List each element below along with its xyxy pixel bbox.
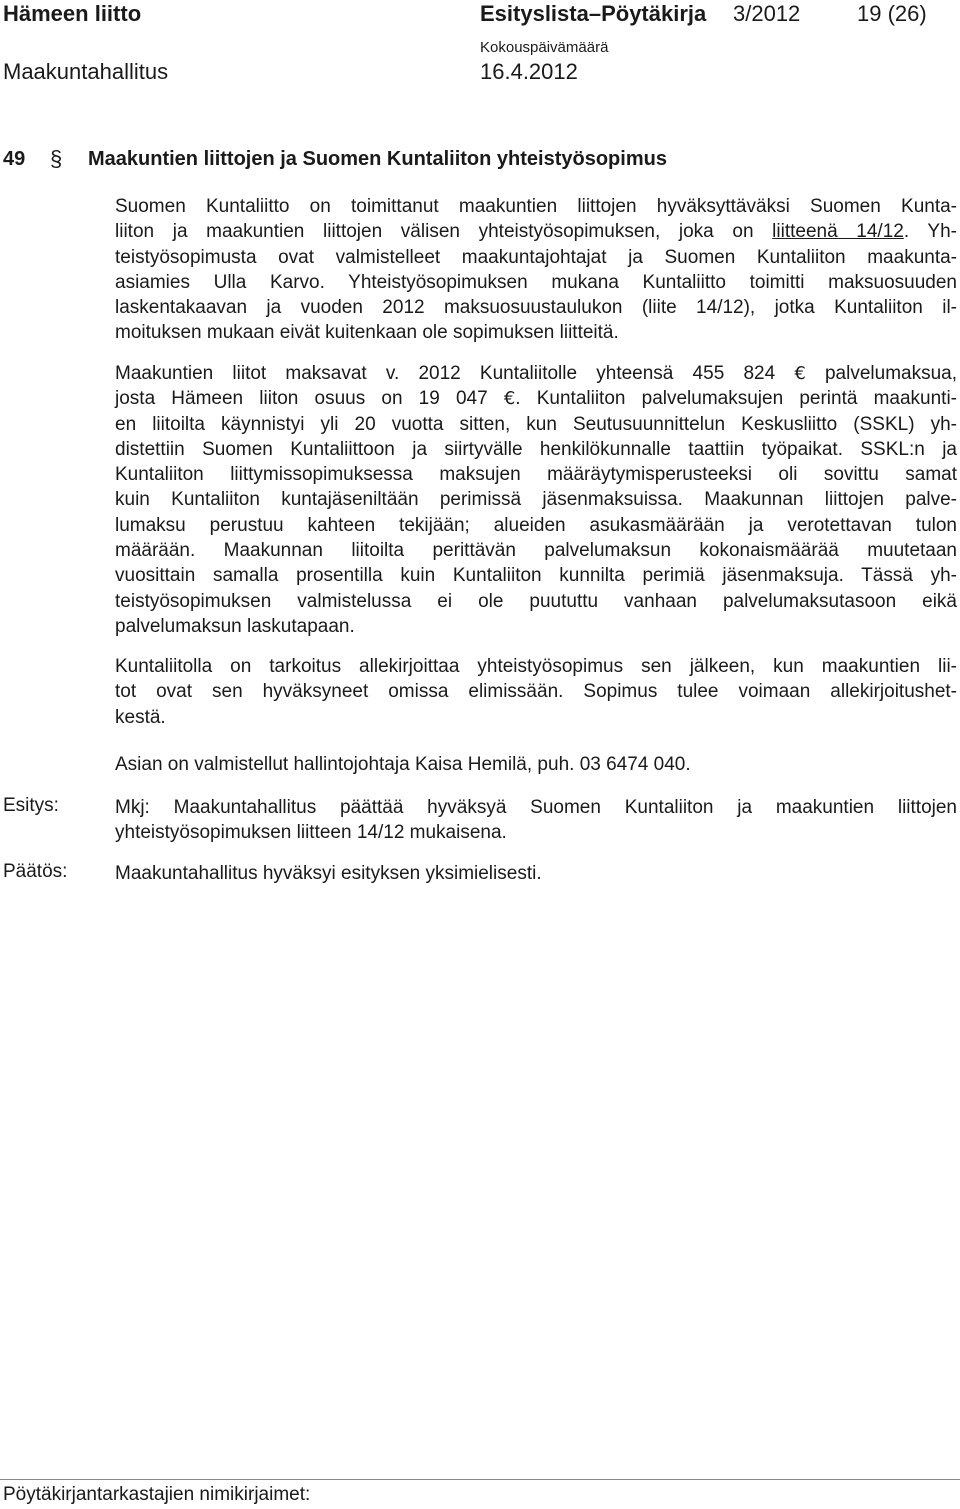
paragraph-line: palvelumaksun laskutapaan. <box>115 615 355 637</box>
paragraph-line: asiamies Ulla Karvo. Yhteistyösopimuksen mukana Kuntaliitto toimitti maksuosuuden <box>115 271 957 293</box>
paragraph-line: Suomen Kuntaliitto on toimittanut maakuntien liittojen hyväksyttäväksi Suomen Kunta- <box>115 196 957 217</box>
text-run: liiton ja maakuntien liittojen välisen yhteistyösopimuksen, joka on <box>115 221 773 243</box>
meeting-date: 16.4.2012 <box>480 59 578 84</box>
text-run: palvelumaksua, <box>805 363 958 384</box>
page-number: 19 (26) <box>857 1 927 26</box>
paragraph-line: distettiin Suomen Kuntaliittoon ja siirtyvälle henkilökunnalle taattiin työpaikat. SSKL:n ja <box>115 438 957 460</box>
meeting-date-label: Kokouspäivämäärä <box>480 39 609 56</box>
euro-sign: € <box>794 363 806 384</box>
paragraph-preparer <box>115 752 957 777</box>
proposal-text <box>115 795 957 846</box>
proposal-label: Esitys: <box>3 795 59 816</box>
paragraph-line: en liitoilta käynnistyi yli 20 vuotta sitten, kun Seutusuunnittelun Keskusliitto (SSKL) yh- <box>115 413 957 435</box>
paragraph-line: lumaksu perustuu kahteen tekijään; alueiden asukasmäärään ja verotettavan tulon <box>115 514 957 536</box>
paragraph-line: Maakuntahallitus hyväksyi esityksen yksimielisesti. <box>115 863 542 884</box>
paragraph-line: tot ovat sen hyväksyneet omissa elimissään. Sopimus tulee voimaan allekirjoitushet- <box>115 681 957 703</box>
paragraph-line: Asian on valmistellut hallintojohtaja Kaisa Hemilä, puh. 03 6474 040. <box>115 754 691 775</box>
section-title: Maakuntien liittojen ja Suomen Kuntaliiton yhteistyösopimus <box>88 148 667 170</box>
paragraph-line: laskentakaavan ja vuoden 2012 maksuosuustaulukon (liite 14/12), jotka Kuntaliiton il- <box>115 297 957 319</box>
paragraph-line: kestä. <box>115 706 166 728</box>
paragraph-line: vuosittain samalla prosentilla kuin Kuntaliiton kunnilta perimiä jäsenmaksuja. Tässä yh- <box>115 565 957 587</box>
paragraph-line <box>115 386 957 411</box>
document-type: Esityslista–Pöytäkirja <box>480 1 707 26</box>
text-run: . Yh- <box>903 221 957 243</box>
section-number: 49 <box>3 148 26 170</box>
paragraph-line: Mkj: Maakuntahallitus päättää hyväksyä Suomen Kuntaliiton ja maakuntien liittojen <box>115 797 957 818</box>
paragraph-line: Kuntaliitolla on tarkoitus allekirjoittaa yhteistyösopimus sen jälkeen, kun maakuntien lii- <box>115 656 957 677</box>
attachment-link[interactable]: liitteenä 14/12 <box>772 221 904 243</box>
decision-label: Päätös: <box>3 861 68 882</box>
paragraph-line: teistyösopimuksen valmistelussa ei ole puututtu vanhaan palvelumaksutasoon eikä <box>115 590 957 612</box>
footer-divider <box>0 1479 960 1480</box>
paragraph-line: yhteistyösopimuksen liitteen 14/12 mukaisena. <box>115 822 507 844</box>
paragraph-line: teistyösopimusta ovat valmistelleet maakuntajohtajat ja Suomen Kuntaliiton maakunta- <box>115 246 957 268</box>
paragraph-background <box>115 194 957 346</box>
paragraph-line <box>115 219 957 244</box>
organization-name: Hämeen liitto <box>3 1 142 26</box>
text-run: . Kuntaliiton palvelumaksujen perintä maakunti- <box>515 388 957 410</box>
paragraph-line: määrään. Maakunnan liitoilta perittävän palvelumaksun kokonaismäärää muutetaan <box>115 540 957 562</box>
text-run: josta Hämeen liiton osuus on 19 047 <box>115 388 504 410</box>
governing-body: Maakuntahallitus <box>3 59 169 84</box>
text-run: Maakuntien liitot maksavat v. 2012 Kuntaliitolle yhteensä 455 824 <box>115 363 795 384</box>
decision-text <box>115 861 957 886</box>
paragraph-line: moituksen mukaan eivät kuitenkaan ole sopimuksen liitteitä. <box>115 322 619 344</box>
paragraph-line <box>115 361 957 386</box>
paragraph-line: kuin Kuntaliiton kuntajäseniltään perimissä jäsenmaksuissa. Maakunnan liittojen palve- <box>115 489 957 511</box>
paragraph-line: Kuntaliiton liittymissopimuksessa maksujen määräytymisperusteeksi oli sovittu samat <box>115 464 957 486</box>
footer-initials-label: Pöytäkirjantarkastajien nimikirjaimet: <box>3 1484 311 1505</box>
paragraph-signing <box>115 654 957 730</box>
paragraph-fees <box>115 361 957 639</box>
document-number: 3/2012 <box>733 1 801 26</box>
euro-sign: € <box>503 388 516 410</box>
section-sign: § <box>50 146 63 171</box>
